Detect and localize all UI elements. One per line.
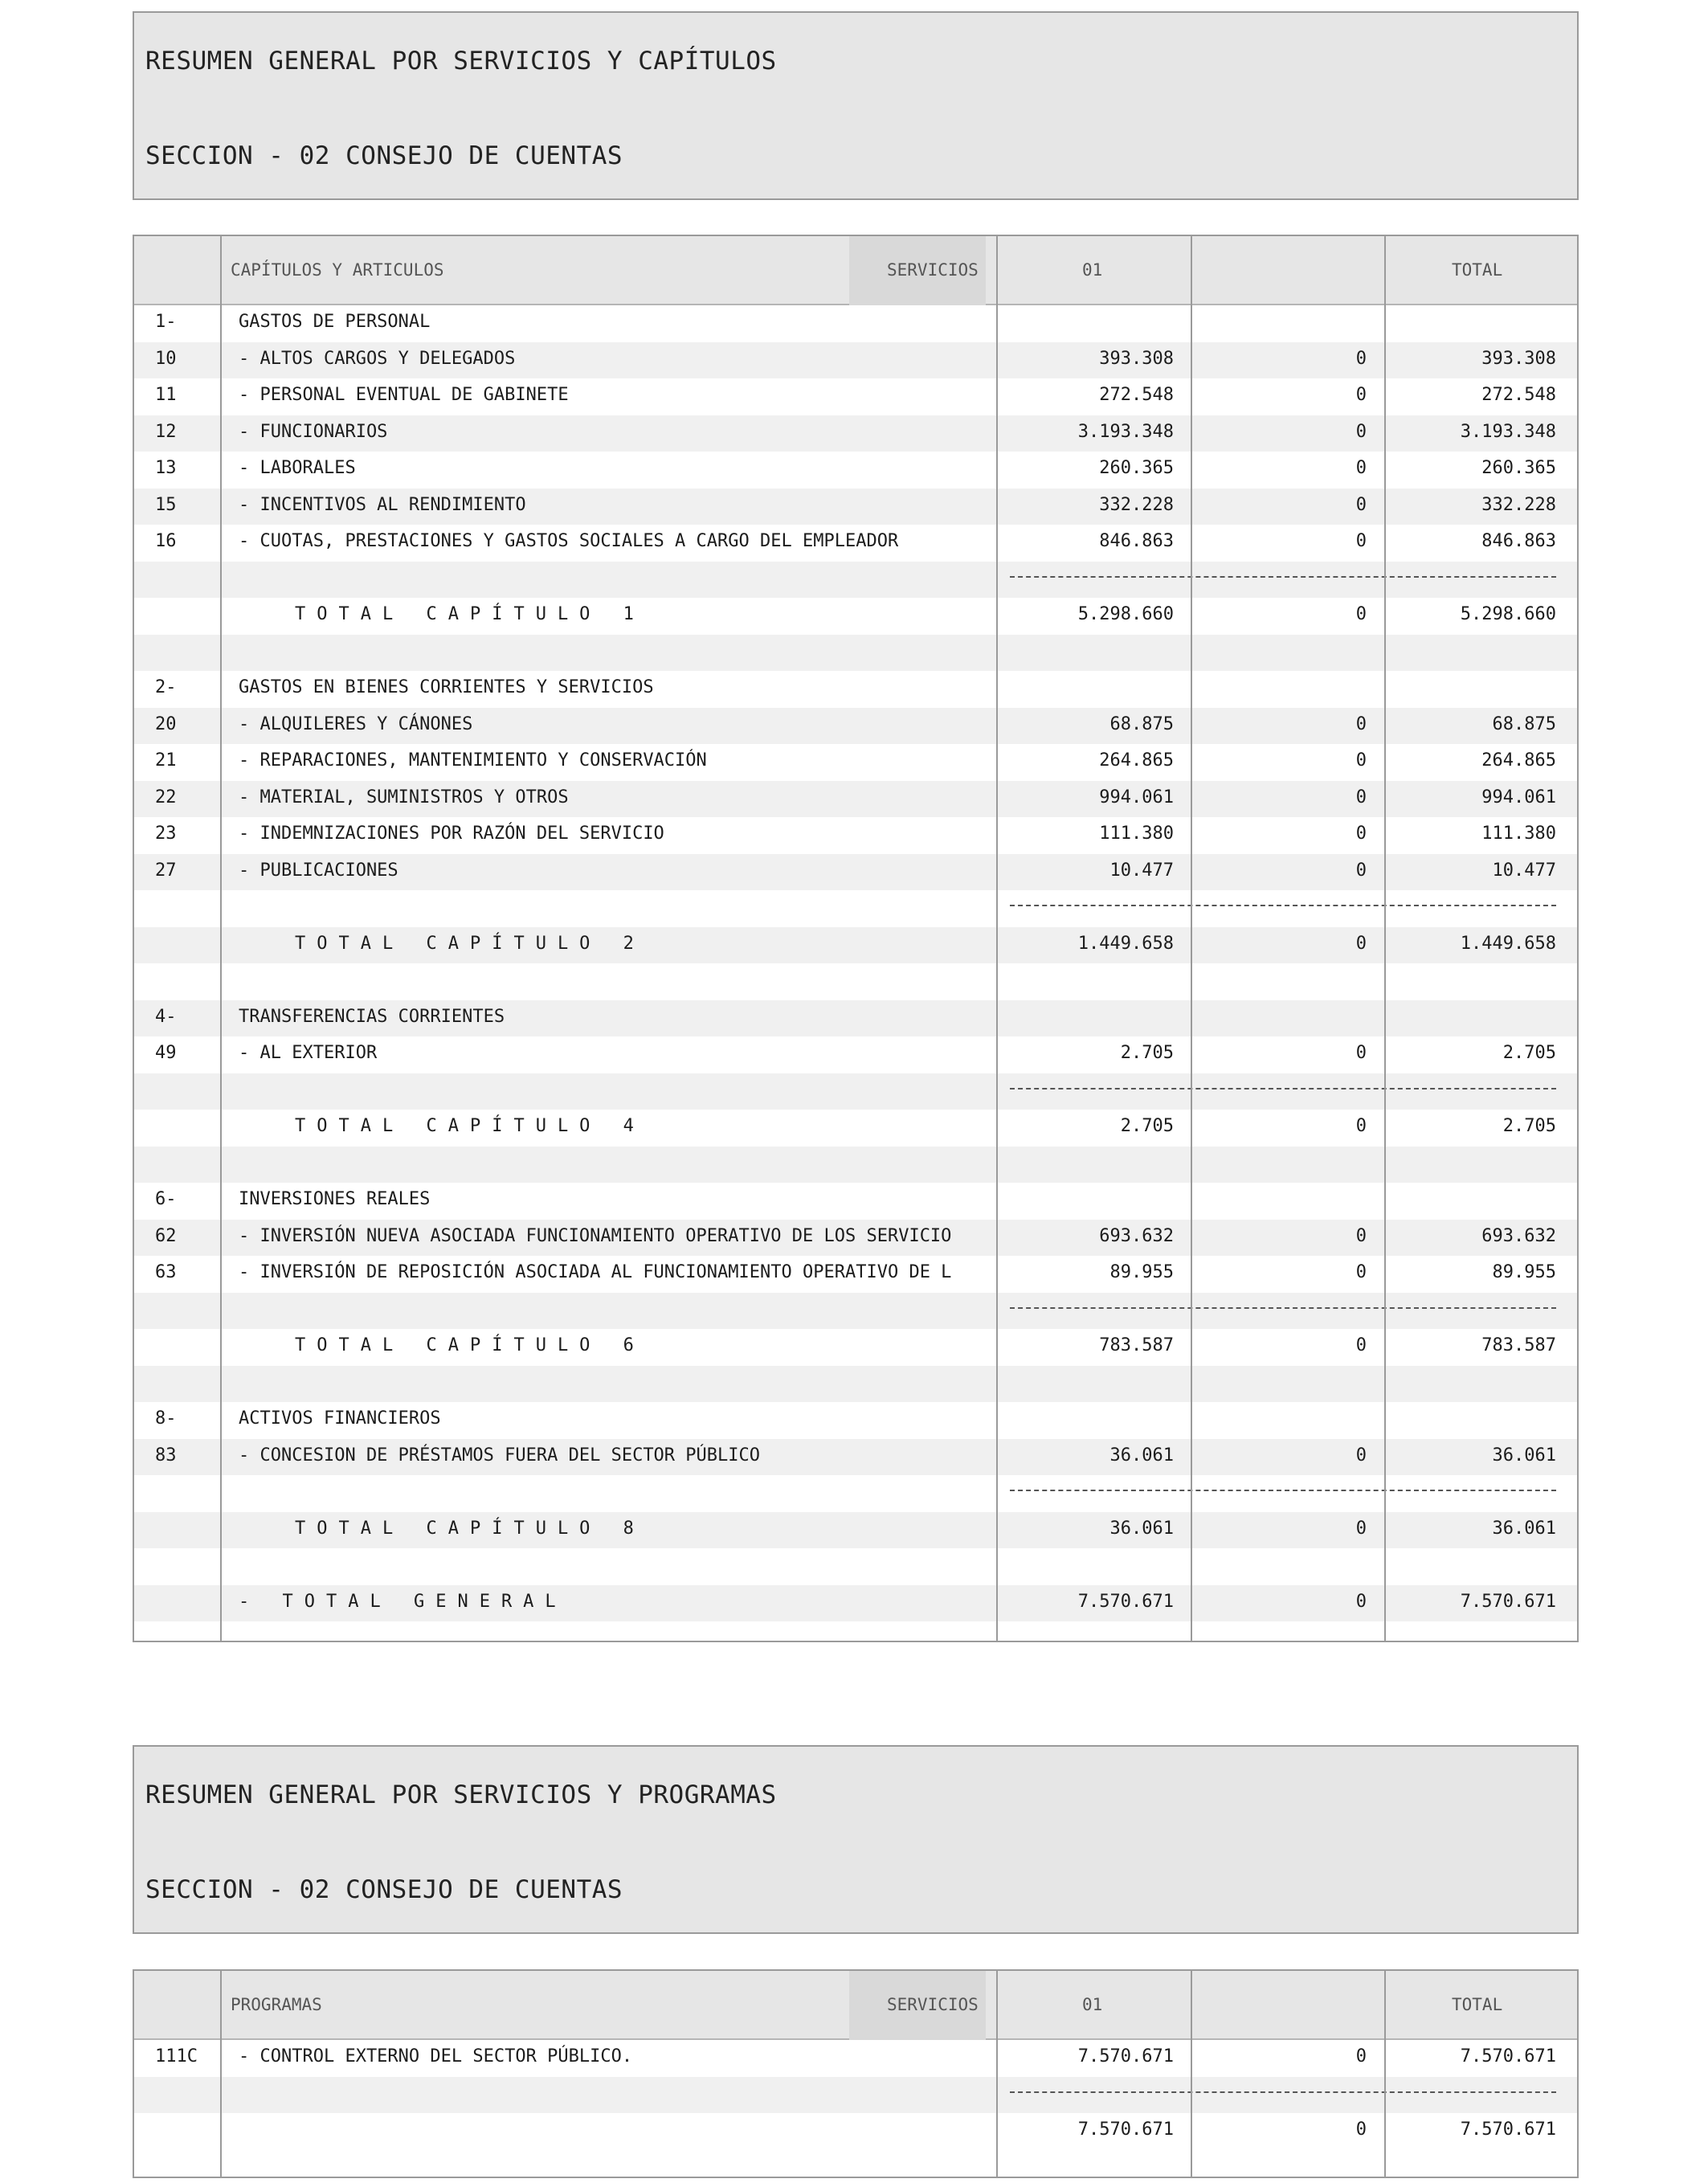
value-01: 846.863 bbox=[1099, 531, 1174, 551]
section2-table bbox=[133, 1969, 1579, 2178]
dashed-separator bbox=[1010, 576, 1556, 578]
table-row bbox=[134, 598, 1577, 635]
value-total: 89.955 bbox=[1492, 1262, 1556, 1282]
value-servicio-2: 0 bbox=[1355, 2046, 1367, 2066]
row-description: - AL EXTERIOR bbox=[239, 1043, 378, 1063]
value-01: 2.705 bbox=[1120, 1116, 1174, 1136]
value-total: 783.587 bbox=[1481, 1335, 1556, 1355]
separator-row bbox=[134, 1073, 1577, 1110]
value-total: 68.875 bbox=[1492, 713, 1556, 734]
value-servicio-2: 0 bbox=[1355, 750, 1367, 771]
value-01: 7.570.671 bbox=[1077, 1591, 1174, 1612]
row-description: - PERSONAL EVENTUAL DE GABINETE bbox=[239, 385, 569, 405]
value-servicio-2: 0 bbox=[1355, 1225, 1367, 1246]
row-description: - INDEMNIZACIONES POR RAZÓN DEL SERVICIO bbox=[239, 824, 664, 844]
value-servicio-2: 0 bbox=[1355, 824, 1367, 844]
dashed-separator bbox=[1010, 1490, 1556, 1491]
value-servicio-2: 0 bbox=[1355, 604, 1367, 624]
value-servicio-2: 0 bbox=[1355, 494, 1367, 515]
row-description: - INCENTIVOS AL RENDIMIENTO bbox=[239, 494, 526, 515]
dashed-separator bbox=[1010, 905, 1556, 906]
value-servicio-2: 0 bbox=[1355, 860, 1367, 881]
row-code: 6- bbox=[155, 1189, 177, 1209]
row-code: 4- bbox=[155, 1006, 177, 1027]
value-total: 272.548 bbox=[1481, 385, 1556, 405]
value-total: 260.365 bbox=[1481, 458, 1556, 478]
row-code: 16 bbox=[155, 531, 177, 551]
row-description: - MATERIAL, SUMINISTROS Y OTROS bbox=[239, 787, 569, 807]
section1-subtitle: SECCION - 02 CONSEJO DE CUENTAS bbox=[145, 141, 623, 170]
spacer-row bbox=[134, 963, 1577, 1000]
row-code: 63 bbox=[155, 1262, 177, 1282]
table-row bbox=[134, 1110, 1577, 1147]
value-servicio-2: 0 bbox=[1355, 1445, 1367, 1466]
table-row bbox=[134, 781, 1577, 818]
value-01: 36.061 bbox=[1109, 1518, 1174, 1539]
row-code: 23 bbox=[155, 824, 177, 844]
value-servicio-2: 0 bbox=[1355, 531, 1367, 551]
value-01: 994.061 bbox=[1099, 787, 1174, 807]
col-header-programas: PROGRAMAS bbox=[231, 1995, 322, 2014]
value-01: 5.298.660 bbox=[1077, 604, 1174, 624]
section2-table-header bbox=[134, 1971, 1577, 2040]
row-description: - CUOTAS, PRESTACIONES Y GASTOS SOCIALES A CARGO DEL EMPLEADOR bbox=[239, 531, 899, 551]
value-servicio-2: 0 bbox=[1355, 713, 1367, 734]
table-row bbox=[134, 671, 1577, 708]
spacer-row bbox=[134, 1147, 1577, 1183]
row-code: 10 bbox=[155, 348, 177, 369]
table-row bbox=[134, 415, 1577, 452]
value-servicio-2: 0 bbox=[1355, 787, 1367, 807]
value-01: 332.228 bbox=[1099, 494, 1174, 515]
value-01: 393.308 bbox=[1099, 348, 1174, 369]
value-01: 68.875 bbox=[1109, 713, 1174, 734]
row-code: 27 bbox=[155, 860, 177, 881]
row-code: 22 bbox=[155, 787, 177, 807]
row-code: 11 bbox=[155, 385, 177, 405]
section1-table-header bbox=[134, 236, 1577, 305]
row-code: 2- bbox=[155, 677, 177, 697]
value-01: 3.193.348 bbox=[1077, 421, 1174, 442]
row-description: - PUBLICACIONES bbox=[239, 860, 398, 881]
table-row bbox=[134, 1439, 1577, 1476]
row-description: - ALQUILERES Y CÁNONES bbox=[239, 713, 473, 734]
section1-table bbox=[133, 235, 1579, 1642]
section2-subtitle: SECCION - 02 CONSEJO DE CUENTAS bbox=[145, 1875, 623, 1904]
col-header-servicios: SERVICIOS bbox=[887, 260, 979, 280]
row-description: INVERSIONES REALES bbox=[239, 1189, 431, 1209]
section1-title: RESUMEN GENERAL POR SERVICIOS Y CAPÍTULOS bbox=[145, 47, 777, 76]
table-row bbox=[134, 2113, 1577, 2150]
value-servicio-2: 0 bbox=[1355, 933, 1367, 954]
value-total: 7.570.671 bbox=[1460, 1591, 1556, 1612]
value-servicio-2: 0 bbox=[1355, 348, 1367, 369]
table-row bbox=[134, 817, 1577, 854]
total-label: TOTAL CAPÍTULO 4 bbox=[295, 1116, 645, 1136]
row-code: 111C bbox=[155, 2046, 198, 2066]
value-total: 2.705 bbox=[1502, 1116, 1556, 1136]
row-description: GASTOS EN BIENES CORRIENTES Y SERVICIOS bbox=[239, 677, 654, 697]
total-label: TOTAL CAPÍTULO 6 bbox=[295, 1335, 645, 1355]
total-label: TOTAL CAPÍTULO 2 bbox=[295, 933, 645, 954]
dashed-separator bbox=[1010, 1088, 1556, 1089]
value-servicio-2: 0 bbox=[1355, 385, 1367, 405]
value-01: 783.587 bbox=[1099, 1335, 1174, 1355]
value-01: 7.570.671 bbox=[1077, 2120, 1174, 2140]
value-servicio-2: 0 bbox=[1355, 2120, 1367, 2140]
value-total: 10.477 bbox=[1492, 860, 1556, 881]
table-row bbox=[134, 378, 1577, 415]
row-code: 49 bbox=[155, 1043, 177, 1063]
value-01: 7.570.671 bbox=[1077, 2046, 1174, 2066]
col-header-01: 01 bbox=[1082, 1995, 1103, 2014]
section1-header bbox=[133, 11, 1579, 200]
table-row bbox=[134, 1585, 1577, 1622]
separator-row bbox=[134, 890, 1577, 927]
row-description: - INVERSIÓN NUEVA ASOCIADA FUNCIONAMIENTO OPERATIVO DE LOS SERVICIO bbox=[239, 1225, 952, 1246]
row-code: 1- bbox=[155, 312, 177, 332]
value-total: 36.061 bbox=[1492, 1445, 1556, 1466]
separator-row bbox=[134, 562, 1577, 599]
row-code: 13 bbox=[155, 458, 177, 478]
row-code: 83 bbox=[155, 1445, 177, 1466]
dashed-separator bbox=[1010, 2091, 1556, 2093]
value-01: 2.705 bbox=[1120, 1043, 1174, 1063]
section2-title: RESUMEN GENERAL POR SERVICIOS Y PROGRAMAS bbox=[145, 1780, 777, 1809]
table-row bbox=[134, 1220, 1577, 1257]
value-servicio-2: 0 bbox=[1355, 1335, 1367, 1355]
table-row bbox=[134, 1000, 1577, 1037]
spacer-row bbox=[134, 1548, 1577, 1585]
value-total: 7.570.671 bbox=[1460, 2046, 1556, 2066]
row-code: 8- bbox=[155, 1408, 177, 1429]
value-01: 1.449.658 bbox=[1077, 933, 1174, 954]
total-label: TOTAL CAPÍTULO 8 bbox=[295, 1518, 645, 1539]
table-row bbox=[134, 1036, 1577, 1073]
row-description: - CONTROL EXTERNO DEL SECTOR PÚBLICO. bbox=[239, 2046, 633, 2066]
table-row bbox=[134, 1512, 1577, 1549]
row-description: - TOTAL GENERAL bbox=[239, 1591, 567, 1612]
value-01: 693.632 bbox=[1099, 1225, 1174, 1246]
table-row bbox=[134, 2040, 1577, 2077]
separator-row bbox=[134, 1293, 1577, 1330]
value-servicio-2: 0 bbox=[1355, 1043, 1367, 1063]
value-total: 7.570.671 bbox=[1460, 2120, 1556, 2140]
separator-row bbox=[134, 1475, 1577, 1512]
row-description: GASTOS DE PERSONAL bbox=[239, 312, 431, 332]
value-01: 260.365 bbox=[1099, 458, 1174, 478]
separator-row bbox=[134, 2077, 1577, 2114]
table-row bbox=[134, 1329, 1577, 1366]
table-row bbox=[134, 744, 1577, 781]
col-header-servicios: SERVICIOS bbox=[887, 1995, 979, 2014]
row-description: - REPARACIONES, MANTENIMIENTO Y CONSERVACIÓN bbox=[239, 750, 707, 771]
value-01: 36.061 bbox=[1109, 1445, 1174, 1466]
value-01: 264.865 bbox=[1099, 750, 1174, 771]
value-total: 3.193.348 bbox=[1460, 421, 1556, 442]
value-total: 332.228 bbox=[1481, 494, 1556, 515]
table-row bbox=[134, 854, 1577, 891]
table-row bbox=[134, 1256, 1577, 1293]
value-total: 994.061 bbox=[1481, 787, 1556, 807]
value-servicio-2: 0 bbox=[1355, 421, 1367, 442]
value-servicio-2: 0 bbox=[1355, 1116, 1367, 1136]
row-description: - INVERSIÓN DE REPOSICIÓN ASOCIADA AL FUNCIONAMIENTO OPERATIVO DE L bbox=[239, 1262, 952, 1282]
row-code: 21 bbox=[155, 750, 177, 771]
table-row bbox=[134, 305, 1577, 342]
table-row bbox=[134, 525, 1577, 562]
value-total: 36.061 bbox=[1492, 1518, 1556, 1539]
value-total: 393.308 bbox=[1481, 348, 1556, 369]
total-label: TOTAL CAPÍTULO 1 bbox=[295, 604, 645, 624]
table-row bbox=[134, 342, 1577, 379]
section2-header bbox=[133, 1745, 1579, 1934]
table-row bbox=[134, 452, 1577, 489]
row-code: 20 bbox=[155, 713, 177, 734]
value-total: 264.865 bbox=[1481, 750, 1556, 771]
value-servicio-2: 0 bbox=[1355, 1262, 1367, 1282]
value-servicio-2: 0 bbox=[1355, 1518, 1367, 1539]
row-description: ACTIVOS FINANCIEROS bbox=[239, 1408, 441, 1429]
value-01: 89.955 bbox=[1109, 1262, 1174, 1282]
value-01: 272.548 bbox=[1099, 385, 1174, 405]
table-row bbox=[134, 708, 1577, 745]
table-row bbox=[134, 1183, 1577, 1220]
dashed-separator bbox=[1010, 1307, 1556, 1309]
value-total: 111.380 bbox=[1481, 824, 1556, 844]
row-description: - LABORALES bbox=[239, 458, 356, 478]
row-code: 62 bbox=[155, 1225, 177, 1246]
col-header-total: TOTAL bbox=[1452, 260, 1503, 280]
spacer-row bbox=[134, 1366, 1577, 1403]
value-01: 111.380 bbox=[1099, 824, 1174, 844]
value-total: 5.298.660 bbox=[1460, 604, 1556, 624]
spacer-row bbox=[134, 635, 1577, 672]
value-total: 2.705 bbox=[1502, 1043, 1556, 1063]
col-header-capitulos: CAPÍTULOS Y ARTICULOS bbox=[231, 260, 444, 280]
table-row bbox=[134, 489, 1577, 525]
row-code: 12 bbox=[155, 421, 177, 442]
table-row bbox=[134, 1402, 1577, 1439]
value-servicio-2: 0 bbox=[1355, 1591, 1367, 1612]
row-description: - CONCESION DE PRÉSTAMOS FUERA DEL SECTOR PÚBLICO bbox=[239, 1445, 761, 1466]
table-row bbox=[134, 927, 1577, 964]
value-total: 693.632 bbox=[1481, 1225, 1556, 1246]
row-description: - FUNCIONARIOS bbox=[239, 421, 388, 442]
col-header-01: 01 bbox=[1082, 260, 1103, 280]
row-description: TRANSFERENCIAS CORRIENTES bbox=[239, 1006, 505, 1027]
value-servicio-2: 0 bbox=[1355, 458, 1367, 478]
value-total: 1.449.658 bbox=[1460, 933, 1556, 954]
value-01: 10.477 bbox=[1109, 860, 1174, 881]
value-total: 846.863 bbox=[1481, 531, 1556, 551]
row-description: - ALTOS CARGOS Y DELEGADOS bbox=[239, 348, 516, 369]
col-header-total: TOTAL bbox=[1452, 1995, 1503, 2014]
row-code: 15 bbox=[155, 494, 177, 515]
